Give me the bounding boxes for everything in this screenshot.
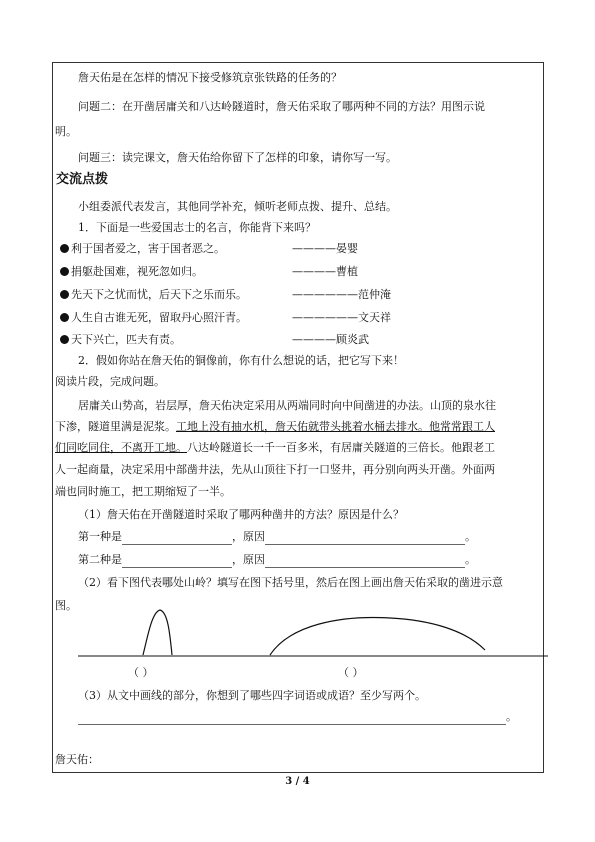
answer-line-3: 。 — [78, 709, 517, 725]
section-title: 交流点拨 — [56, 172, 109, 187]
quote-3: 先天下之忧而忧，后天下之乐而乐。 — [60, 287, 247, 303]
quote-1-author: ————晏婴 — [292, 242, 358, 255]
item-two: 2．假如你站在詹天佑的铜像前，你有什么想说的话，把它写下来！ — [78, 354, 404, 367]
sub-question-3: （3）从文中画线的部分，你想到了哪些四字词语或成语？至少写两个。 — [78, 689, 426, 702]
question-two-line1: 问题二：在开凿居庸关和八达岭隧道时，詹天佑采取了哪两种不同的方法？用图示说 — [78, 100, 485, 113]
passage-line-2: 下渗，隧道里满是泥浆。工地上没有抽水机，詹天佑就带头挑着水桶去排水。他常常跟工人 — [55, 420, 495, 433]
quote-4: 人生自古谁无死，留取丹心照汗青。 — [60, 310, 247, 326]
quote-5: 天下兴亡，匹夫有责。 — [60, 332, 181, 348]
quote-2-author: ————曹植 — [292, 265, 358, 278]
page-number: 3 / 4 — [285, 776, 310, 787]
passage-line-5: 端也同时施工，把工期缩短了一半。 — [55, 485, 231, 498]
question-two-line2: 明。 — [55, 125, 77, 138]
item-one: 1．下面是一些爱国志士的名言，你能背下来吗？ — [78, 221, 316, 234]
sub-question-2-line2: 图。 — [55, 599, 77, 612]
paren-left-blank[interactable]: （ ） — [128, 666, 154, 679]
passage-line-3: 们同吃同住，不离开工地。八达岭隧道长一千一百多米，有居庸关隧道的三倍长。他跟老工 — [55, 441, 495, 454]
passage-line-4: 人一起商量，决定采用中部凿井法，先从山顶往下打一口竖井，再分别向两头开凿。外面两 — [55, 463, 495, 476]
sub-question-1: （1）詹天佑在开凿隧道时采取了哪两种凿井的方法？原因是什么？ — [78, 508, 404, 521]
quote-5-author: ————顾炎武 — [292, 333, 369, 346]
sub-question-2-line1: （2）看下图代表哪处山岭？填写在图下括号里，然后在图上画出詹天佑采取的凿进示意 — [78, 576, 503, 589]
answer-blank[interactable] — [78, 712, 506, 725]
quote-3-author: ——————范仲淹 — [292, 288, 391, 301]
paren-right-blank[interactable]: （ ） — [338, 666, 364, 679]
underlined-text: 工地上没有抽水机，詹天佑就带头挑着水桶去排水。他常常跟工人 — [176, 420, 495, 433]
question-intro: 詹天佑是在怎样的情况下接受修筑京张铁路的任务的？ — [78, 71, 342, 84]
reading-intro: 阅读片段，完成问题。 — [55, 375, 165, 388]
quote-2: 捐躯赴国难，视死忽如归。 — [60, 264, 203, 280]
signature-label: 詹天佑： — [55, 753, 99, 766]
question-three: 问题三：读完课文，詹天佑给你留下了怎样的印象，请你写一写。 — [78, 151, 397, 164]
answer-line-1: 第一种是 ，原因 。 — [78, 530, 476, 543]
underlined-text: 们同吃同住，不离开工地。 — [55, 441, 187, 454]
instruction: 小组委派代表发言，其他同学补充，倾听老师点拨、提升、总结。 — [78, 200, 397, 213]
quote-1: 利于国者爱之，害于国者恶之。 — [60, 241, 225, 257]
quote-4-author: ——————文天祥 — [292, 311, 391, 324]
passage-line-1: 居庸关山势高，岩层厚，詹天佑决定采用从两端同时向中间凿进的办法。山顶的泉水往 — [78, 399, 496, 412]
answer-line-2: 第二种是 ，原因 。 — [78, 553, 476, 566]
